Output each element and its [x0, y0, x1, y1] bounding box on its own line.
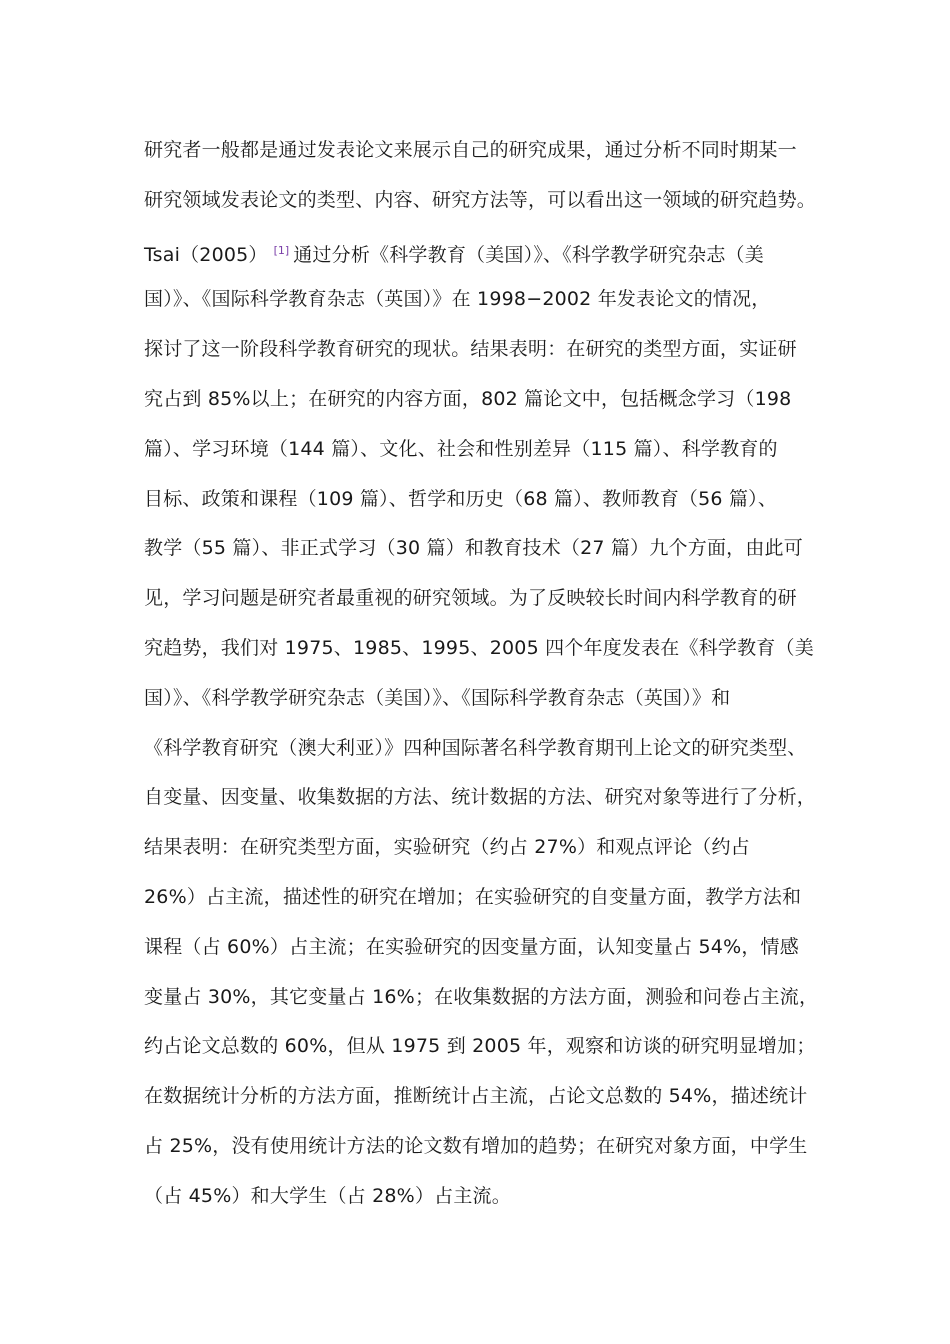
text-line: 探讨了这一阶段科学教育研究的现状。结果表明：在研究的类型方面，实证研	[144, 338, 797, 361]
text-line: 约占论文总数的 60%，但从 1975 到 2005 年，观察和访谈的研究明显增加；	[144, 1035, 816, 1058]
text-line: 究趋势，我们对 1975、1985、1995、2005 四个年度发表在《科学教育（美	[144, 636, 814, 659]
citation-trail-text: 通过分析《科学教育（美国）》、《科学教学研究杂志（美	[293, 243, 764, 266]
citation-lead-text: Tsai（2005）	[144, 243, 268, 266]
text-line: 自变量、因变量、收集数据的方法、统计数据的方法、研究对象等进行了分析，	[144, 786, 817, 809]
text-line: 变量占 30%，其它变量占 16%；在收集数据的方法方面，测验和问卷占主流，	[144, 985, 819, 1008]
body-paragraph	[144, 126, 819, 1222]
text-line: 占 25%，没有使用统计方法的论文数有增加的趋势；在研究对象方面，中学生	[144, 1134, 808, 1157]
text-line: 研究者一般都是通过发表论文来展示自己的研究成果，通过分析不同时期某一	[144, 139, 797, 161]
text-line: 国）》、《科学教学研究杂志（美国）》、《国际科学教育杂志（英国）》和	[144, 686, 731, 709]
text-line: （占 45%）和大学生（占 28%）占主流。	[144, 1184, 511, 1207]
text-line: 课程（占 60%）占主流；在实验研究的因变量方面，认知变量占 54%，情感	[144, 935, 799, 958]
text-line: 究占到 85%以上；在研究的内容方面，802 篇论文中，包括概念学习（198	[144, 387, 792, 410]
text-line: 《科学教育研究（澳大利亚）》四种国际著名科学教育期刊上论文的研究类型、	[144, 736, 807, 759]
text-line: 26%）占主流，描述性的研究在增加；在实验研究的自变量方面，教学方法和	[144, 885, 802, 908]
text-line: 目标、政策和课程（109 篇）、哲学和历史（68 篇）、教师教育（56 篇）、	[144, 487, 778, 510]
text-line: 结果表明：在研究类型方面，实验研究（约占 27%）和观点评论（约占	[144, 836, 750, 859]
text-line: 教学（55 篇）、非正式学习（30 篇）和教育技术（27 篇）九个方面，由此可	[144, 537, 803, 560]
text-line-with-citation	[144, 226, 814, 276]
text-line: 篇）、学习环境（144 篇）、文化、社会和性别差异（115 篇）、科学教育的	[144, 437, 778, 460]
text-line: 国）》、《国际科学教育杂志（英国）》在 1998−2002 年发表论文的情况，	[144, 288, 771, 311]
text-line: 见，学习问题是研究者最重视的研究领域。为了反映较长时间内科学教育的研	[144, 587, 797, 610]
citation-link[interactable]: [1]	[273, 243, 290, 257]
text-line: 研究领域发表论文的类型、内容、研究方法等，可以看出这一领域的研究趋势。	[144, 188, 817, 211]
text-line: 在数据统计分析的方法方面，推断统计占主流，占论文总数的 54%，描述统计	[144, 1085, 808, 1108]
